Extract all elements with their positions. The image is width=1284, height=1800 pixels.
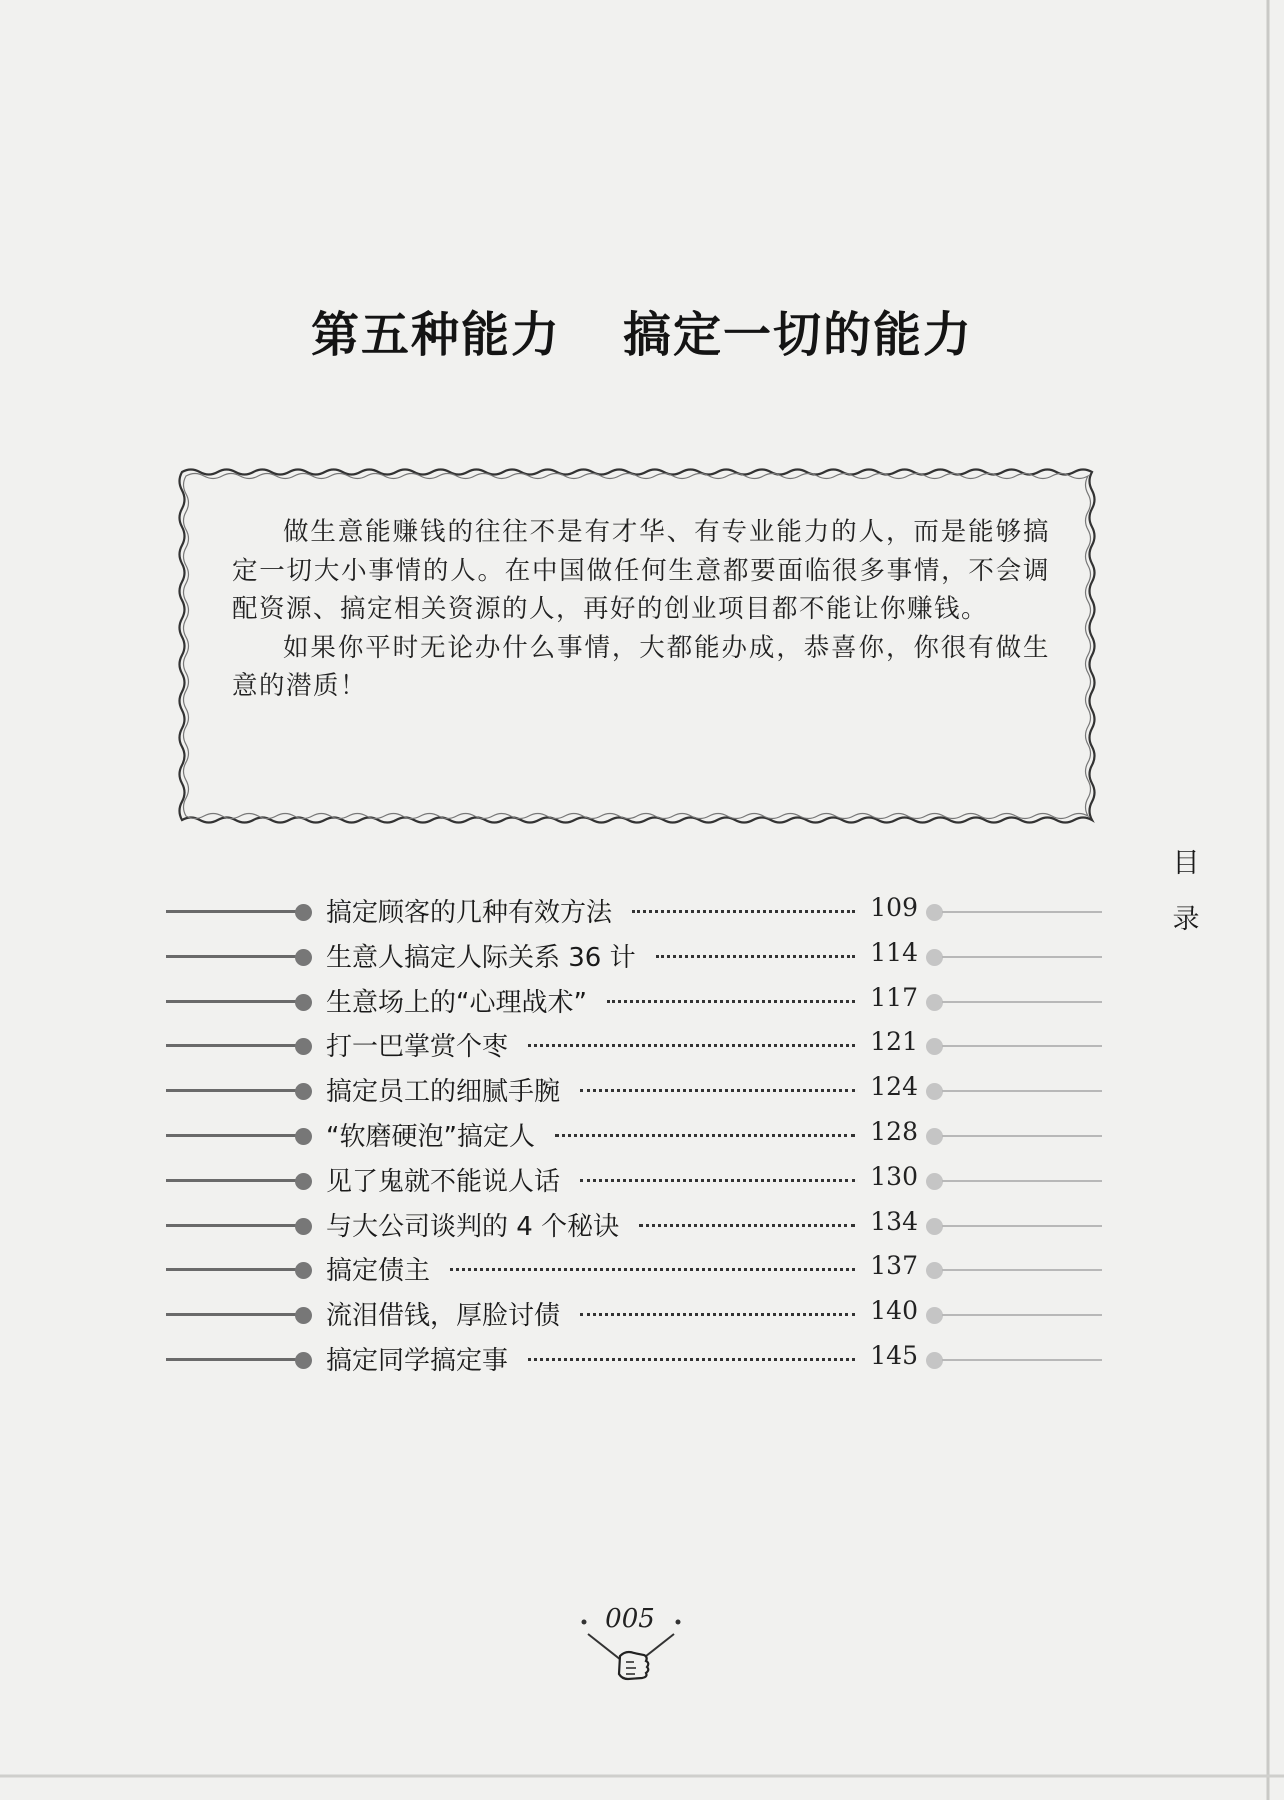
toc-line-left <box>166 1089 296 1092</box>
toc-entry-title: 搞定债主 <box>326 1256 431 1287</box>
toc-leader-dots <box>580 1313 855 1316</box>
side-tab-char: 录 <box>1172 904 1200 935</box>
toc-entry-page: 134 <box>870 1206 918 1236</box>
intro-paragraph: 如果你平时无论办什么事情，大都能办成，恭喜你，你很有做生意的潜质！ <box>232 632 1050 701</box>
toc-entry[interactable] <box>0 1251 1284 1299</box>
toc-entry[interactable] <box>0 1027 1284 1075</box>
toc-line-right <box>942 1269 1102 1271</box>
toc-leader-dots <box>580 1179 855 1182</box>
toc-entry-title: 见了鬼就不能说人话 <box>326 1166 561 1197</box>
toc-leader-dots <box>656 955 855 958</box>
toc-line-left <box>166 1358 296 1361</box>
side-tab-contents <box>1166 836 1206 948</box>
toc-entry-page: 114 <box>870 937 918 967</box>
toc-leader-dots <box>580 1089 855 1092</box>
toc-line-right <box>942 1359 1102 1361</box>
bullet-dot-icon <box>295 994 312 1011</box>
toc-entry[interactable] <box>0 893 1284 941</box>
page-number: 005 <box>605 1604 655 1634</box>
toc-entry-page: 124 <box>870 1072 918 1102</box>
toc-entry-page: 130 <box>870 1161 918 1191</box>
intro-paragraph: 做生意能赚钱的往往不是有才华、有专业能力的人，而是能够搞定一切大小事情的人。在中国做任何生意都要面临很多事情，不会调配资源、搞定相关资源的人，再好的创业项目都不能让你赚钱。 <box>232 517 1050 624</box>
pointing-hand-icon <box>576 1616 686 1686</box>
toc-leader-dots <box>450 1268 855 1271</box>
bullet-dot-icon <box>295 1307 312 1324</box>
toc-line-right <box>942 1001 1102 1003</box>
toc-entry[interactable] <box>0 1341 1284 1389</box>
toc-line-left <box>166 1313 296 1316</box>
bullet-dot-icon <box>295 1352 312 1369</box>
toc-entry-page: 128 <box>870 1117 918 1146</box>
bullet-dot-icon <box>926 1173 943 1190</box>
bullet-dot-icon <box>295 1262 312 1279</box>
toc-line-right <box>942 911 1102 913</box>
bullet-dot-icon <box>295 1038 312 1055</box>
toc-entry-page: 140 <box>870 1296 918 1326</box>
bullet-dot-icon <box>926 949 943 966</box>
toc-entry[interactable] <box>0 1117 1284 1165</box>
toc-line-left <box>166 1224 296 1227</box>
chapter-number: 第五种能力 <box>310 307 561 363</box>
toc-line-left <box>166 1000 296 1003</box>
toc-entry[interactable] <box>0 1296 1284 1344</box>
toc-entry-title: 搞定顾客的几种有效方法 <box>326 898 613 928</box>
chapter-name: 搞定一切的能力 <box>623 307 974 363</box>
toc-entry-title: 搞定员工的细腻手腕 <box>326 1077 561 1108</box>
toc-entry[interactable] <box>0 982 1284 1031</box>
bullet-dot-icon <box>926 1083 943 1100</box>
bullet-dot-icon <box>295 1173 312 1190</box>
toc-line-left <box>166 1134 296 1137</box>
bullet-dot-icon <box>926 1307 943 1324</box>
toc-entry-page: 145 <box>870 1341 918 1370</box>
toc-line-left <box>166 1179 296 1182</box>
toc-entry-title: 搞定同学搞定事 <box>326 1346 509 1376</box>
toc-entry[interactable] <box>0 1161 1284 1210</box>
toc-leader-dots <box>632 910 855 913</box>
bullet-dot-icon <box>295 1218 312 1235</box>
toc-leader-dots <box>528 1358 855 1361</box>
bullet-dot-icon <box>926 1218 943 1235</box>
toc-entry-page: 117 <box>870 982 918 1012</box>
toc-entry-title: “软磨硬泡”搞定人 <box>326 1122 535 1152</box>
toc-leader-dots <box>639 1224 855 1227</box>
toc-line-right <box>942 1225 1102 1227</box>
toc-entry-page: 137 <box>870 1251 918 1281</box>
toc-entry-page: 121 <box>870 1027 918 1057</box>
bullet-dot-icon <box>295 904 312 921</box>
toc-line-right <box>942 1314 1102 1316</box>
toc-entry-title: 生意场上的“心理战术” <box>326 987 587 1018</box>
toc-line-left <box>166 1044 296 1047</box>
bullet-dot-icon <box>926 904 943 921</box>
bullet-dot-icon <box>926 1352 943 1369</box>
toc-entry-title: 打一巴掌赏个枣 <box>326 1032 509 1063</box>
toc-leader-dots <box>607 1000 855 1003</box>
toc-line-left <box>166 955 296 958</box>
toc-entry[interactable] <box>0 1206 1284 1255</box>
toc-line-left <box>166 1268 296 1271</box>
bullet-dot-icon <box>295 1083 312 1100</box>
toc-entry-title: 与大公司谈判的 4 个秘诀 <box>326 1211 620 1242</box>
bullet-dot-icon <box>926 994 943 1011</box>
toc-line-right <box>942 1135 1102 1137</box>
bullet-dot-icon <box>295 949 312 966</box>
toc-line-left <box>166 910 296 913</box>
toc-entry[interactable] <box>0 1072 1284 1120</box>
bullet-dot-icon <box>926 1262 943 1279</box>
side-tab-char: 目 <box>1172 848 1200 879</box>
bullet-dot-icon <box>295 1128 312 1145</box>
toc-leader-dots <box>528 1044 855 1047</box>
toc-line-right <box>942 1045 1102 1047</box>
toc-line-right <box>942 956 1102 958</box>
toc-line-right <box>942 1180 1102 1182</box>
toc-entry-title: 生意人搞定人际关系 36 计 <box>326 942 636 973</box>
bullet-dot-icon <box>926 1128 943 1145</box>
toc-entry[interactable] <box>0 937 1284 986</box>
toc-line-right <box>942 1090 1102 1092</box>
toc-entry-title: 流泪借钱，厚脸讨债 <box>326 1301 561 1332</box>
toc-entry-page: 109 <box>870 893 918 922</box>
bullet-dot-icon <box>926 1038 943 1055</box>
toc-leader-dots <box>555 1134 855 1137</box>
